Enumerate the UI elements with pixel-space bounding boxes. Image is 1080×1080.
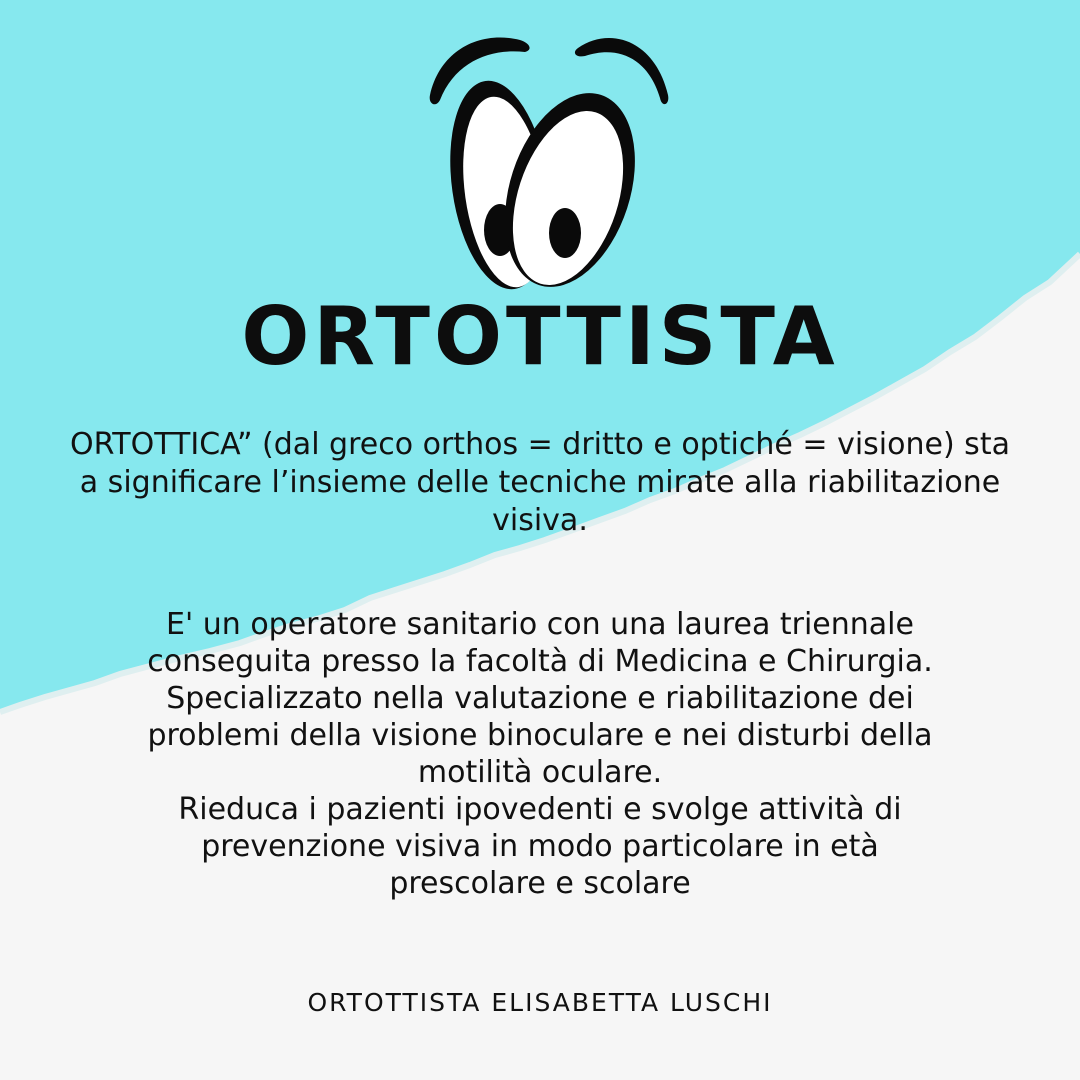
description-line: prescolare e scolare [389, 866, 691, 901]
cartoon-eyes-icon [420, 20, 680, 300]
author-signature: ORTOTTISTA ELISABETTA LUSCHI [307, 988, 773, 1017]
description-line: E' un operatore sanitario con una laurea triennale [166, 607, 914, 642]
description-paragraph [60, 606, 1020, 902]
description-line: Rieduca i pazienti ipovedenti e svolge attività di [178, 792, 902, 827]
description-line: Specializzato nella valutazione e riabilitazione dei [166, 681, 914, 716]
page-title: ORTOTTISTA [241, 290, 839, 383]
intro-paragraph: ORTOTTICA” (dal greco orthos = dritto e optiché = visione) sta a significare l’insieme delle tecniche mirate alla riabilitazione visiva. [70, 427, 1010, 538]
description-line: motilità oculare. [417, 755, 663, 790]
description-line: prevenzione visiva in modo particolare in età [201, 829, 879, 864]
description-line: conseguita presso la facoltà di Medicina e Chirurgia. [147, 644, 933, 679]
description-line: problemi della visione binoculare e nei disturbi della [147, 718, 933, 753]
